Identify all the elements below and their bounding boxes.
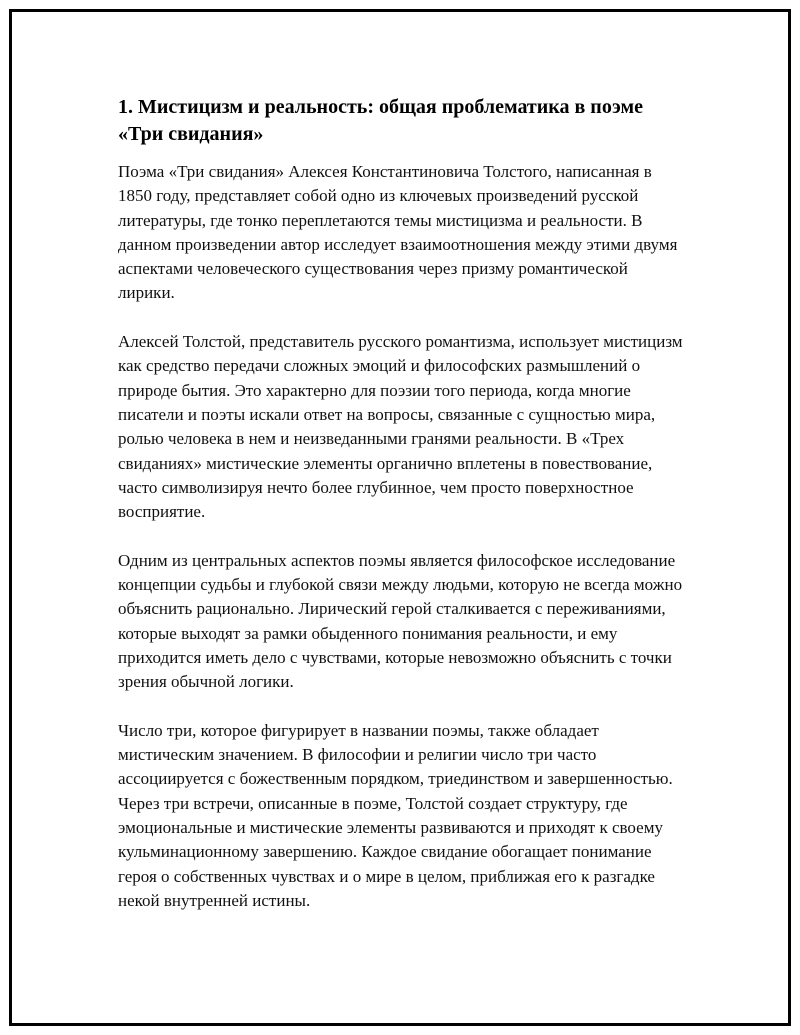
paragraph-2: Алексей Толстой, представитель русского романтизма, использует мистицизм как средство передачи сложных эмоций и философских размышлений о природе бытия. Это характерно для поэзии того периода, когда многие писатели и поэты искали ответ на вопросы, связанные с сущностью мира, ролью человека в нем и неизведанными гранями реальности. В «Трех свиданиях» мистические элементы органично вплетены в повествование, часто символизируя нечто более глубинное, чем просто поверхностное восприятие. xyxy=(118,332,683,522)
paragraph-4: Число три, которое фигурирует в названии поэмы, также обладает мистическим значением. В философии и религии число три часто ассоциируется с божественным порядком, триединством и завершенностью. Через три встречи, описанные в поэме, Толстой создает структуру, где эмоциональные и мистические элементы развиваются и приходят к своему кульминационному завершению. Каждое свидание обогащает понимание героя о собственных чувствах и о мире в целом, приближая его к разгадке некой внутренней истины. xyxy=(118,720,673,910)
paragraph-1: Поэма «Три свидания» Алексея Константиновича Толстого, написанная в 1850 году, представляет собой одно из ключевых произведений русской литературы, где тонко переплетаются темы мистицизма и реальности. В данном произведении автор исследует взаимоотношения между этими двумя аспектами человеческого существования через призму романтической лирики. xyxy=(118,162,678,303)
section-heading: 1. Мистицизм и реальность: общая проблематика в поэме «Три свидания» xyxy=(118,96,644,145)
document-body xyxy=(118,94,688,938)
paragraph-3: Одним из центральных аспектов поэмы является философское исследование концепции судьбы и глубокой связи между людьми, которую не всегда можно объяснить рационально. Лирический герой сталкивается с переживаниями, которые выходят за рамки обыденного понимания реальности, и ему приходится иметь дело с чувствами, которые невозможно объяснить с точки зрения обычной логики. xyxy=(118,550,683,692)
